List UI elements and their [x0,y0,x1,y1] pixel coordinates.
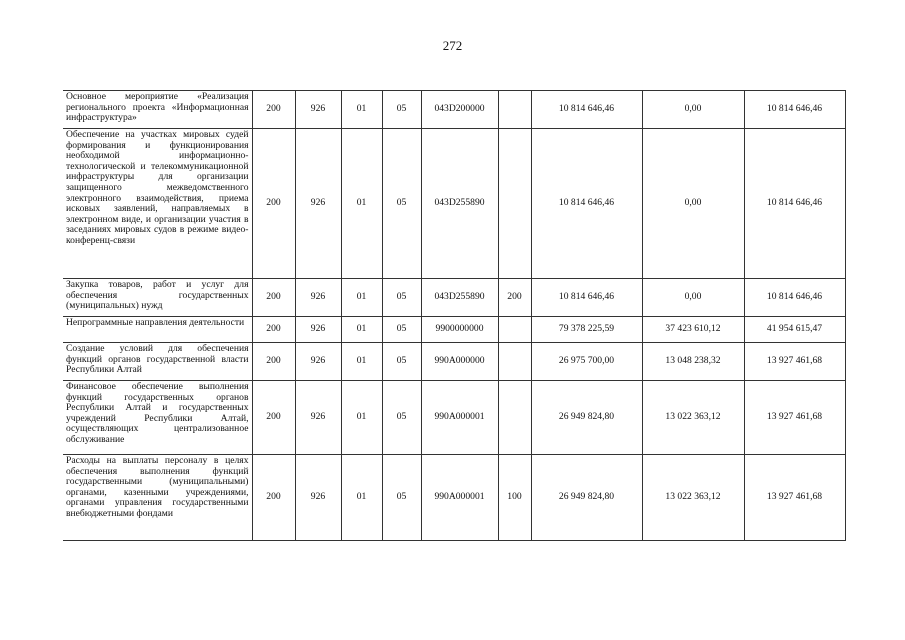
cell-total: 10 814 646,46 [531,129,642,279]
cell-subsection: 05 [382,455,421,541]
cell-section: 01 [341,317,382,343]
cell-type [498,343,531,381]
cell-ministry: 200 [252,317,295,343]
cell-ministry: 200 [252,279,295,317]
cell-target: 043D200000 [421,91,498,129]
cell-admin: 926 [295,279,341,317]
cell-amount2: 13 022 363,12 [642,455,744,541]
cell-section: 01 [341,91,382,129]
cell-type [498,317,531,343]
cell-subsection: 05 [382,91,421,129]
cell-type [498,91,531,129]
cell-admin: 926 [295,129,341,279]
cell-target: 990А000001 [421,381,498,455]
cell-subsection: 05 [382,381,421,455]
cell-ministry: 200 [252,91,295,129]
cell-amount2: 37 423 610,12 [642,317,744,343]
cell-total: 10 814 646,46 [531,91,642,129]
cell-amount2: 13 048 238,32 [642,343,744,381]
cell-amount2: 0,00 [642,129,744,279]
cell-section: 01 [341,279,382,317]
cell-target: 990А000001 [421,455,498,541]
cell-ministry: 200 [252,343,295,381]
cell-total: 10 814 646,46 [531,279,642,317]
cell-admin: 926 [295,455,341,541]
cell-amount2: 13 022 363,12 [642,381,744,455]
cell-amount3: 13 927 461,68 [744,455,845,541]
cell-target: 990А000000 [421,343,498,381]
row-name: Непрограммные направления деятельности [63,317,252,343]
cell-total: 26 949 824,80 [531,381,642,455]
cell-section: 01 [341,381,382,455]
cell-type [498,381,531,455]
cell-amount2: 0,00 [642,279,744,317]
cell-admin: 926 [295,381,341,455]
cell-total: 79 378 225,59 [531,317,642,343]
page-number: 272 [442,38,463,53]
table-row [63,455,845,541]
cell-admin: 926 [295,91,341,129]
cell-ministry: 200 [252,381,295,455]
cell-type: 100 [498,455,531,541]
cell-subsection: 05 [382,129,421,279]
cell-total: 26 949 824,80 [531,455,642,541]
table-row [63,317,845,343]
table-row [63,279,845,317]
cell-ministry: 200 [252,129,295,279]
row-name: Закупка товаров, работ и услуг для обеспечения государственных (муниципальных) нужд [63,279,252,317]
cell-amount3: 13 927 461,68 [744,343,845,381]
cell-section: 01 [341,343,382,381]
table-row [63,91,845,129]
cell-amount3: 41 954 615,47 [744,317,845,343]
row-name: Расходы на выплаты персоналу в целях обеспечения выполнения функций государственными (муниципальными) органами, казенными учреждениями, органами управления государственными внебюджетными фондами [63,455,252,541]
cell-target: 043D255890 [421,129,498,279]
cell-subsection: 05 [382,343,421,381]
cell-amount3: 10 814 646,46 [744,279,845,317]
cell-type: 200 [498,279,531,317]
cell-amount3: 13 927 461,68 [744,381,845,455]
table-row [63,129,845,279]
cell-section: 01 [341,129,382,279]
cell-target: 9900000000 [421,317,498,343]
cell-section: 01 [341,455,382,541]
row-name: Основное мероприятие «Реализация регионального проекта «Информационная инфраструктура» [63,91,252,129]
cell-amount2: 0,00 [642,91,744,129]
row-name: Создание условий для обеспечения функций органов государственной власти Республики Алтай [63,343,252,381]
cell-amount3: 10 814 646,46 [744,91,845,129]
cell-admin: 926 [295,317,341,343]
cell-type [498,129,531,279]
table-row [63,381,845,455]
budget-table [63,90,846,541]
cell-subsection: 05 [382,279,421,317]
row-name: Финансовое обеспечение выполнения функций государственных органов Республики Алтай и государственных учреждений Республики Алтай, осуществляющих централизованное обслуживание [63,381,252,455]
cell-ministry: 200 [252,455,295,541]
cell-amount3: 10 814 646,46 [744,129,845,279]
cell-target: 043D255890 [421,279,498,317]
row-name: Обеспечение на участках мировых судей формирования и функционирования необходимой информационно-технологической и телекоммуникационной инфраструктуры для организации защищенного межведомственного электронного взаимодействия, приема исковых заявлений, направляемых в электронном виде, и организации участия в заседаниях мировых судов в режиме видео-конференц-связи [63,129,252,279]
cell-admin: 926 [295,343,341,381]
table-row [63,343,845,381]
cell-total: 26 975 700,00 [531,343,642,381]
cell-subsection: 05 [382,317,421,343]
